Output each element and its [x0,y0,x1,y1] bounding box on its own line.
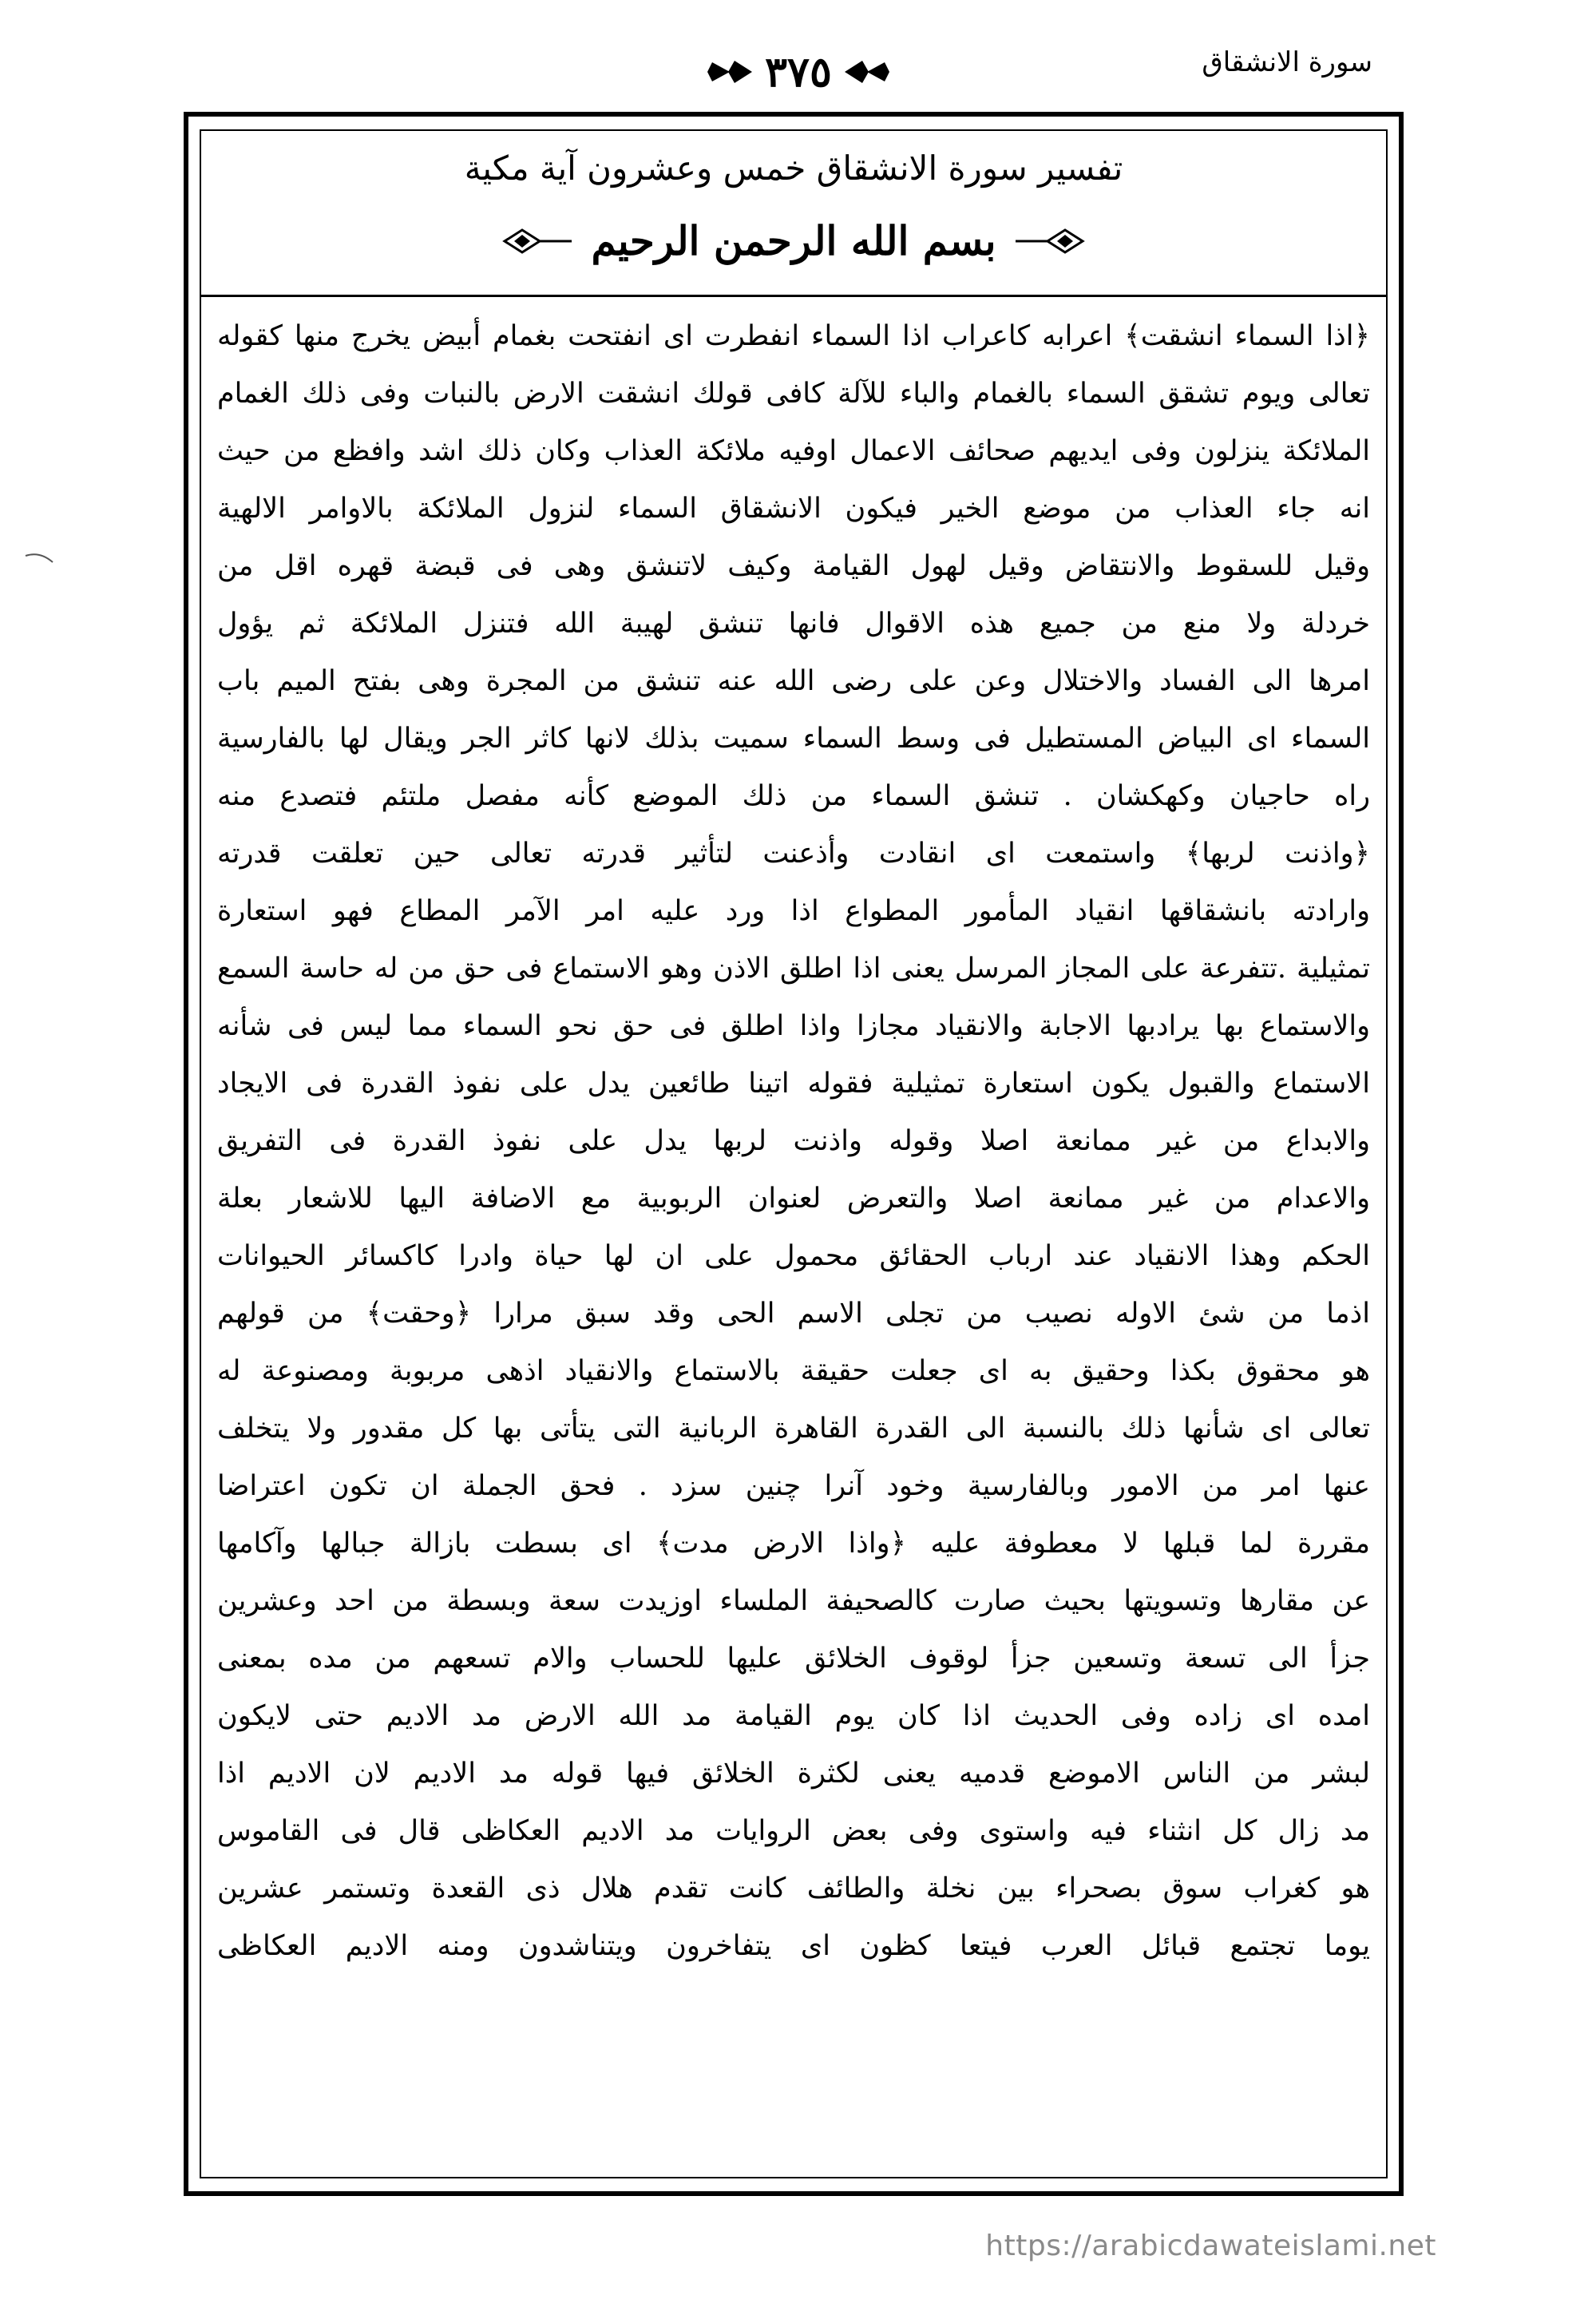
basmala: بسم الله الرحمن الرحيم [591,217,996,264]
text-line: هو محقوق بكذا وحقيق به اى جعلت حقيقة بالاستماع والانقياد اذهى مربوبة ومصنوعة له [217,1355,1370,1387]
text-line: الملائكة ينزلون وفى ايديهم صحائف الاعمال اوفيه ملائكة العذاب وكان ذلك اشد وافظع من حيث [217,435,1370,467]
text-line: ﴿اذا السماء انشقت﴾ اعرابه كاعراب اذا السماء انفطرت اى انفتحت بغمام أبيض يخرج منها كقوله [217,320,1370,352]
ornament-left-icon [706,57,754,86]
text-line: تعالى ويوم تشقق السماء بالغمام والباء للآلة كافى قولك انشقت الارض بالنبات وفى ذلك الغمام [217,378,1370,410]
text-line: تمثيلية .تتفرعة على المجاز المرسل يعنى اذا اطلق الاذن وهو الاستماع فى حق من له حاسة السمع [217,953,1370,985]
surah-name: سورة الانشقاق [1202,46,1372,78]
text-line: وارادته بانشقاقها انقياد المأمور المطواع اذا ورد عليه امر الآمر المطاع فهو استعارة [217,895,1370,927]
watermark-url: https://arabicdawateislami.net [985,2230,1436,2262]
text-line: هو كغراب سوق بصحراء بين نخلة والطائف كانت تقدم هلال ذى القعدة وتستمر عشرين [217,1873,1370,1905]
surah-title: تفسير سورة الانشقاق خمس وعشرون آية مكية [464,149,1123,188]
page-number-block [703,48,894,96]
text-line: انه جاء العذاب من موضع الخير فيكون الانشقاق السماء لنزول الملائكة بالاوامر الالهية [217,493,1370,525]
text-line: يوما تجتمع قبائل العرب فيتعا كظون اى يتفاخرون ويتناشدون ومنه الاديم العكاظى [217,1930,1370,1962]
page-number: ٣٧٥ [765,47,832,97]
text-line: السماء اى البياض المستطيل فى وسط السماء سميت بذلك لانها كاثر الجر ويقال لها بالفارسية [217,723,1370,755]
text-line: الاستماع والقبول يكون استعارة تمثيلية فقوله اتينا طائعين يدل على نفوذ القدرة فى الايجاد [217,1068,1370,1100]
ornament-right-icon [843,57,891,86]
text-line: تعالى اى شأنها ذلك بالنسبة الى القدرة القاهرة الربانية التى يتأتى بها كل مقدور ولا يتخلف [217,1413,1370,1445]
text-line: الحكم وهذا الانقياد عند ارباب الحقائق محمول على ان لها حياة وادرا كاكسائر الحيوانات [217,1240,1370,1272]
basmala-ornament-left-icon [500,225,572,257]
text-line: عن مقارها وتسويتها بحيث صارت كالصحيفة الملساء اوزيدت سعة وبسطة من احد وعشرين [217,1585,1370,1617]
basmala-row [200,217,1388,264]
text-line: لبشر من الناس الاموضع قدميه يعنى لكثرة الخلائق فيها قوله مد الاديم لان الاديم اذا [217,1758,1370,1790]
text-line: جزأ الى تسعة وتسعين جزأ لوقوف الخلائق عليها للحساب والام تسعهم من مده بمعنى [217,1643,1370,1675]
text-line: والابداع من غير ممانعة اصلا وقوله واذنت لربها يدل على نفوذ القدرة فى التفريق [217,1125,1370,1157]
text-line: وقيل للسقوط والانتقاض وقيل لهول القيامة وكيف لاتنشق وهى فى قبضة قهره اقل من [217,550,1370,582]
text-line: راه حاجيان وكهكشان . تنشق السماء من ذلك الموضع كأنه مفصل ملتئم فتصدع منه [217,780,1370,812]
text-line: عنها امر من الامور وبالفارسية وخود آنرا چنين سزد . فحق الجملة ان تكون اعتراضا [217,1470,1370,1502]
text-line: امرها الى الفساد والاختلال وعن على رضى الله عنه تنشق من المجرة وهى بفتح الميم باب [217,665,1370,697]
text-line: والاعدام من غير ممانعة اصلا والتعرض لعنوان الربوبية مع الاضافة اليها للاشعار بعلة [217,1183,1370,1215]
title-box [200,129,1388,297]
margin-mark-icon [24,551,56,567]
text-line: خردلة ولا منع من جميع هذه الاقوال فانها تنشق لهيبة الله فتنزل الملائكة ثم يؤول [217,608,1370,640]
text-line: مد زال كل انثناء فيه واستوى وفى بعض الروايات مد الاديم العكاظى قال فى القاموس [217,1815,1370,1847]
text-line: اذما من شئ الاوله نصيب من تجلى الاسم الحى وقد سبق مرارا ﴿وحقت﴾ من قولهم [217,1298,1370,1330]
text-line: ﴿واذنت لربها﴾ واستمعت اى انقادت وأذعنت لتأثير قدرته تعالى حين تعلقت قدرته [217,838,1370,870]
tafsir-text [217,307,1370,2160]
page-header [0,0,1596,120]
basmala-ornament-right-icon [1016,225,1087,257]
text-line: مقررة لما قبلها لا معطوفة عليه ﴿واذا الارض مدت﴾ اى بسطت بازالة جبالها وآكامها [217,1528,1370,1560]
text-line: امده اى زاده وفى الحديث اذا كان يوم القيامة مد الله الارض مد الاديم حتى لايكون [217,1700,1370,1732]
text-line: والاستماع بها يرادبها الاجابة والانقياد مجازا واذا اطلق فى حق نحو السماء مما ليس فى شأنه [217,1010,1370,1042]
